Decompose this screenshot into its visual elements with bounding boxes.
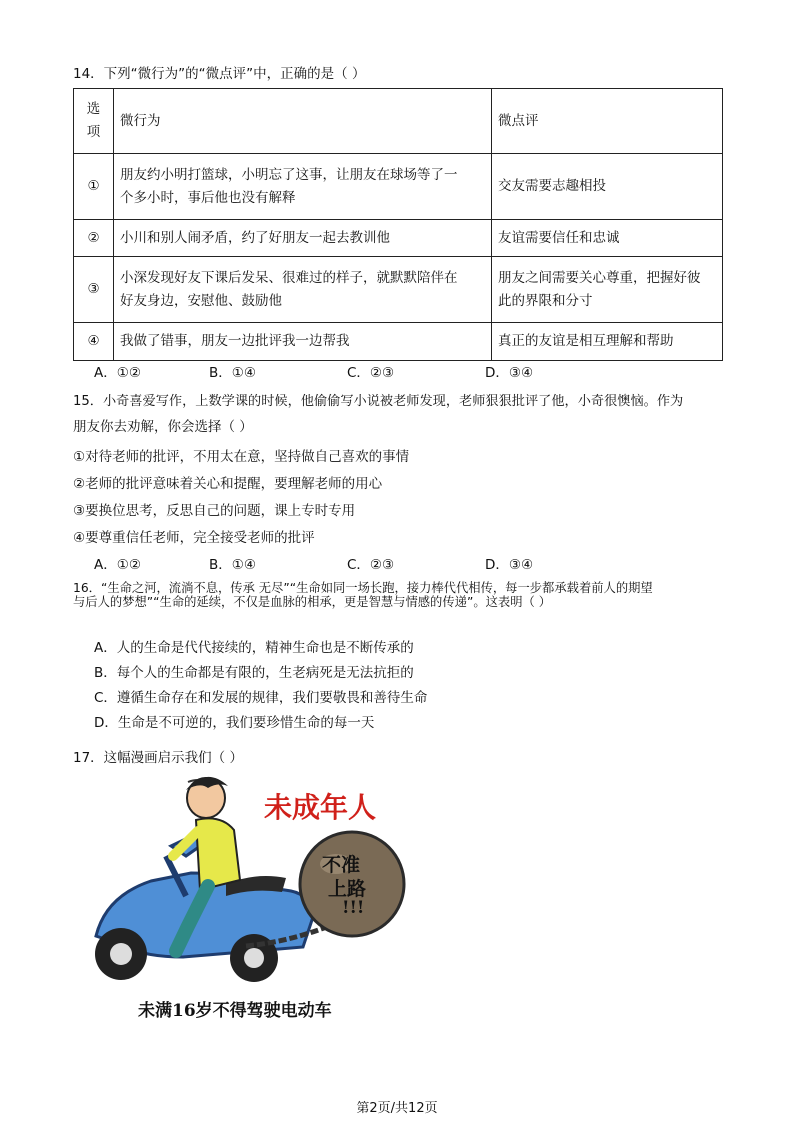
q17-stem: 17．这幅漫画启示我们（ ） (73, 750, 243, 766)
option-number: ① (74, 154, 114, 220)
comment-cell: 友谊需要信任和忠诚 (492, 220, 723, 257)
choice-c: C．②③ (347, 365, 395, 381)
q14-table (73, 88, 723, 361)
ball-text-line1: 不准 (322, 854, 361, 876)
comment-cell: 朋友之间需要关心尊重，把握好彼 此的界限和分寸 (492, 257, 723, 323)
q15-item: ②老师的批评意味着关心和提醒，要理解老师的用心 (73, 476, 383, 492)
q15-item: ①对待老师的批评，不用太在意，坚持做自己喜欢的事情 (73, 449, 410, 465)
q15-stem-line2: 朋友你去劝解，你会选择（ ） (73, 419, 253, 435)
q16-option-d: D．生命是不可逆的，我们要珍惜生命的每一天 (94, 715, 375, 731)
q16-stem-line1: 16．“生命之河，流淌不息，传承 无尽”“生命如同一场长跑，接力棒代代相传，每一步都承载着前人的期望 (73, 581, 653, 595)
q16-option-c: C．遵循生命存在和发展的规律，我们要敬畏和善待生命 (94, 690, 428, 706)
option-number: ③ (74, 257, 114, 323)
comment-cell: 真正的友谊是相互理解和帮助 (492, 323, 723, 361)
behavior-cell: 我做了错事，朋友一边批评我一边帮我 (114, 323, 492, 361)
q15-item: ③要换位思考，反思自己的问题，课上专时专用 (73, 503, 356, 519)
q15-item: ④要尊重信任老师，完全接受老师的批评 (73, 530, 315, 546)
behavior-cell: 朋友约小明打篮球，小明忘了这事，让朋友在球场等了一 个多小时，事后他也没有解释 (114, 154, 492, 220)
header-option-cell: 选 项 (74, 89, 114, 154)
header-behavior-cell: 微行为 (114, 89, 492, 154)
choice-c: C．②③ (347, 557, 395, 573)
choice-d: D．③④ (485, 557, 534, 573)
table-row (74, 154, 723, 220)
option-number: ④ (74, 323, 114, 361)
choice-d: D．③④ (485, 365, 534, 381)
choice-b: B．①④ (209, 557, 256, 573)
comment-cell: 交友需要志趣相投 (492, 154, 723, 220)
choice-a: A．①② (94, 365, 141, 381)
behavior-cell: 小深发现好友下课后发呆、很难过的样子，就默默陪伴在 好友身边，安慰他、鼓励他 (114, 257, 492, 323)
behavior-cell: 小川和别人闹矛盾，约了好朋友一起去教训他 (114, 220, 492, 257)
cartoon-image (76, 776, 416, 1024)
page-footer: 第2页/共12页 (356, 1101, 438, 1116)
header-comment-cell: 微点评 (492, 89, 723, 154)
cartoon-title: 未成年人 (264, 791, 377, 824)
q16-option-a: A．人的生命是代代接续的，精神生命也是不断传承的 (94, 640, 414, 656)
option-number: ② (74, 220, 114, 257)
table-header-row (74, 89, 723, 154)
choice-a: A．①② (94, 557, 141, 573)
ball-text-line3: !!! (342, 898, 365, 918)
q14-stem: 14．下列“微行为”的“微点评”中，正确的是（ ） (73, 66, 366, 82)
cartoon-caption: 未满16岁不得驾驶电动车 (138, 1001, 332, 1021)
q16-option-b: B．每个人的生命都是有限的，生老病死是无法抗拒的 (94, 665, 414, 681)
table-row (74, 257, 723, 323)
q15-stem-line1: 15．小奇喜爱写作，上数学课的时候，他偷偷写小说被老师发现，老师狠狠批评了他，小奇很懊恼。作为 (73, 394, 684, 409)
choice-b: B．①④ (209, 365, 256, 381)
table-row (74, 323, 723, 361)
table-row (74, 220, 723, 257)
ball-text-line2: 上路 (328, 878, 367, 900)
q16-stem-line2: 与后人的梦想”“生命的延续，不仅是血脉的相承，更是智慧与情感的传递”。这表明（ ） (73, 595, 552, 609)
